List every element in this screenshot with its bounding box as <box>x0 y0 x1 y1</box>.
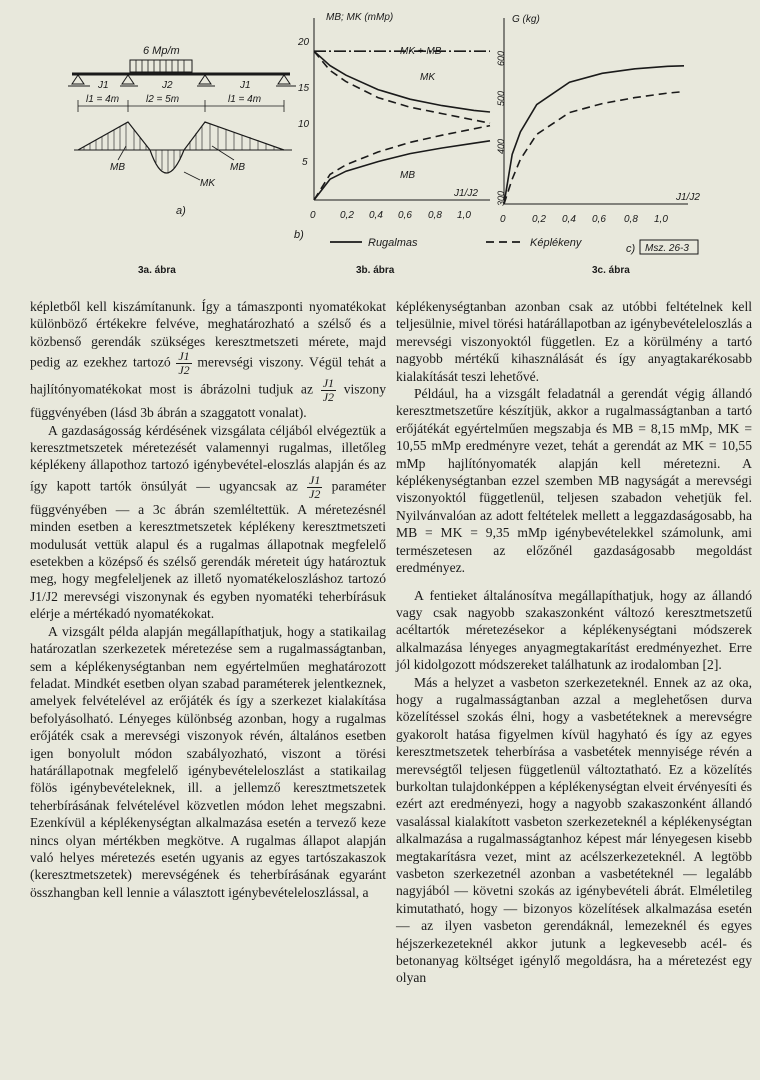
caption-3a: 3a. ábra <box>138 265 176 276</box>
load-label: 6 Mp/m <box>143 45 180 57</box>
paragraph: Például, ha a vizsgált feladatnál a gerendát végig állandó keresztmetszetűre készítjük, akkor a rugalmasságtanban a tartó erőjátékát egyértelműen megszabja és MB = 8,15 mMp, MK = 10,55 mMp eredményre vezet, tehát a gerendát az MK = 10,55 mMp hajlítónyomaték alapján kell méretezni. A képlékenységtanban ezzel szemben MB nagyságát a merevségi viszonyoktól függetlenül, teljesen szabadon vehetjük fel. Nyilvánvalóan az adott feltételek mellett a leggazdaságosabb, ha MB = MK = 9,35 mMp igénybevételekkel számolunk, ami természetesen az előzőnél gazdaságosabb megoldást eredményez. <box>396 386 752 576</box>
paragraph: A fentieket általánosítva megállapíthatjuk, hogy az állandó vagy csak nagyobb szakaszonként változó keresztmetszetű acéltartók méretezésekor a képlékenységtani módszerek alkalmazása lényeges anyagmegtakarítást eredményezhet. Erre jól kidolgozott módszereket találhatunk az irodalomban [2]. <box>396 587 752 673</box>
xtick-c-06: 0,6 <box>592 214 606 225</box>
span-label-2: J2 <box>162 80 173 91</box>
ytick-b-10: 10 <box>298 119 310 130</box>
curve-label-mb: MB <box>400 170 415 181</box>
text-run: merevségi viszony. Végül tehát a hajlítónyomatékokat most is ábrázolni tudjuk az <box>30 354 387 397</box>
figure-3c <box>496 14 700 255</box>
panel-label-b: b) <box>294 229 304 241</box>
xtick-b-08: 0,8 <box>428 210 442 221</box>
series-line-1 <box>504 92 684 204</box>
fraction-j1-j2: $\frac{J1}{J2}$ <box>178 349 190 378</box>
xtick-c-04: 0,4 <box>562 214 576 225</box>
moment-label-mb-left: MB <box>110 162 125 173</box>
text-run: paraméter függvényében — a 3c ábrán szemléltettük. A méretezésnél minden esetben a keresztmetszetek képlékeny keresztmetszeti modulusát vettük alapul és a rugalmas állapotnak megfelelő esetekben a középső és szélső gerendák méreteit úgy határoztuk meg, hogy megfeleljenek az illető nyomatékeloszláshoz tartozó J1/J2 merevségi viszonynak és egyben nyomatéki teherbírásuk elérje a mértékadó nyomatékokat. <box>30 478 386 622</box>
moment-diagram <box>78 122 284 173</box>
text-run: képletből kell kiszámítanunk. Így a támaszponti nyomatékokat különböző értékekre felvéve, meghatározható a szélső és a közbenső gerendák szükséges keresztmetszeti mérete, majd pedig az ezekhez tartozó <box>30 299 386 370</box>
caption-3b: 3b. ábra <box>356 265 395 276</box>
ytick-c-500: 500 <box>496 90 506 106</box>
length-label-3: l1 = 4m <box>228 94 262 105</box>
text-run: viszony függvényében (lásd 3b ábrán a szaggatott vonalat). <box>30 381 387 421</box>
xlabel-c: J1/J2 <box>676 192 700 203</box>
series-line-0 <box>504 66 684 204</box>
length-label-1: l1 = 4m <box>86 94 120 105</box>
legend-dashed-label: Képlékeny <box>530 237 582 249</box>
xtick-c-02: 0,2 <box>532 214 546 225</box>
xtick-c-0: 0 <box>500 214 506 225</box>
moment-label-mk: MK <box>200 178 215 189</box>
chart-c-series <box>504 66 684 204</box>
stamp-label: Msz. 26-3 <box>645 243 689 254</box>
xtick-b-02: 0,2 <box>340 210 354 221</box>
series-line-0 <box>314 51 490 112</box>
fraction-j1-j2: $\frac{J1}{J2}$ <box>322 376 335 405</box>
xtick-b-06: 0,6 <box>398 210 412 221</box>
ytick-b-20: 20 <box>298 37 310 48</box>
right-column <box>396 298 752 987</box>
curve-label-mk: MK <box>420 72 435 83</box>
panel-label-c: c) <box>626 243 636 255</box>
xtick-c-08: 0,8 <box>624 214 638 225</box>
panel-label-a: a) <box>176 205 186 217</box>
ytick-c-300: 300 <box>496 190 506 206</box>
legend-solid-label: Rugalmas <box>368 237 418 249</box>
load-block <box>130 60 192 72</box>
series-line-2 <box>314 51 490 123</box>
moment-label-mb-right: MB <box>230 162 245 173</box>
xtick-c-10: 1,0 <box>654 214 668 225</box>
figure-3 <box>0 0 760 285</box>
paragraph: képlékenységtanban azonban csak az utóbbi feltételnek kell teljesülnie, mivel törési határállapotban az igénybevételeloszlás a merevségi viszonyoktól független. Ez a körülmény a tartó nagyobb mértékű kihasználását és így anyagtakarékosabb kialakítását teszi lehetővé. <box>396 299 752 384</box>
length-label-2: l2 = 5m <box>146 94 180 105</box>
paragraph <box>30 298 386 422</box>
ytick-b-5: 5 <box>302 157 308 168</box>
text-run: A gazdaságosság kérdésének vizsgálata céljából elvégeztük a keresztmetszetek méretezését valamennyi rugalmas, illetőleg képlékeny állapothoz tartozó igénybevétel-eloszlás alapján és az így kapott tartók önsúlyát — ugyancsak az <box>30 422 386 494</box>
paragraph: Más a helyzet a vasbeton szerkezeteknél. Ennek az az oka, hogy a rugalmasságtanban azzal a meglehetősen durva közelítéssel szokás élni, hogy a vasbetéteknek a merevségre gyakorolt hatása figyelmen kívül hagyható és így az egyes keresztmetszetek teherbírása a vasbetétek mennyisége révén a merevségtől teljesen függetlenül változtatható. Ez a közelítés burkoltan tulajdonképpen a képlékenységtan elveit érvényesíti és ezért azt eredményezi, hogy a nagyobb szakaszonként állandó vasalással kialakított vasbeton szerkezeteknél a képlékenységtan alkalmazása a rugalmasságtanhoz képest már lényegesen kisebb megtakarításra vezet, mint az acélszerkezeteknél. A legtöbb vasbeton szerkezetnél azonban a vasbetéteknél — legalább nagyjából — követni szokás az igénybevételi ábrát. Elméletileg kimutatható, hogy — bizonyos közelítések alkalmazása esetén — az ilyen vasbeton gerendáknál, lemezeknél és egyes héjszerkezeteknél akkor jutunk a legkevesebb acél- és betonanyag költséget igénylő megoldásra, ha a méretezést egy olyan <box>396 674 752 986</box>
ytick-c-600: 600 <box>496 50 506 66</box>
xtick-b-0: 0 <box>310 210 316 221</box>
ylabel-c: G (kg) <box>512 14 540 25</box>
ylabel-b: MB; MK (mMp) <box>326 12 394 23</box>
xlabel-b: J1/J2 <box>454 188 478 199</box>
paragraph <box>30 422 386 623</box>
left-column <box>30 298 386 901</box>
paragraph: A vizsgált példa alapján megállapíthatjuk, hogy a statikailag határozatlan szerkezetek méretezése sem a rugalmasságtanban, sem a képlékenységtanban nem egyértelműen meghatározott feladat. Mindkét esetben olyan szabad paraméterek jelentkeznek, amelyek felvételével az erőjáték és így a szerkezet kialakítása befolyásolható. Lényeges különbség azonban, hogy a rugalmas erőjáték csak a merevségi viszonyok révén, általános esetben igen bonyolult módon szabályozható, viszont a törési határállapotnak megfelelő igénybevételeloszlást a statikailag fölös igénybevételeknek, ill. a jellemző keresztmetszetek teherbírásának felvételével közvetlen módon lehet megszabni. Ezenkívül a képlékenységtan alkalmazása esetén a tervező keze nincs olyan mértékben megkötve. A rugalmas állapot alapján való helyes méretezés esetén ugyanis az egyes tartószakaszok (keresztmetszetek) merevségének és teherbírásának egyaránt összhangban kell lennie a választott igénybevételeloszlással, a <box>30 623 386 900</box>
xtick-b-10: 1,0 <box>457 210 471 221</box>
ytick-c-400: 400 <box>496 138 506 154</box>
span-label-3: J1 <box>240 80 251 91</box>
caption-3c: 3c. ábra <box>592 265 630 276</box>
xtick-b-04: 0,4 <box>369 210 383 221</box>
fraction-j1-j2: $\frac{J1}{J2}$ <box>309 472 321 501</box>
ytick-b-15: 15 <box>298 83 310 94</box>
curve-label-sum: MK + MB <box>400 46 442 57</box>
figure-3a <box>68 45 296 217</box>
span-label-1: J1 <box>98 80 109 91</box>
